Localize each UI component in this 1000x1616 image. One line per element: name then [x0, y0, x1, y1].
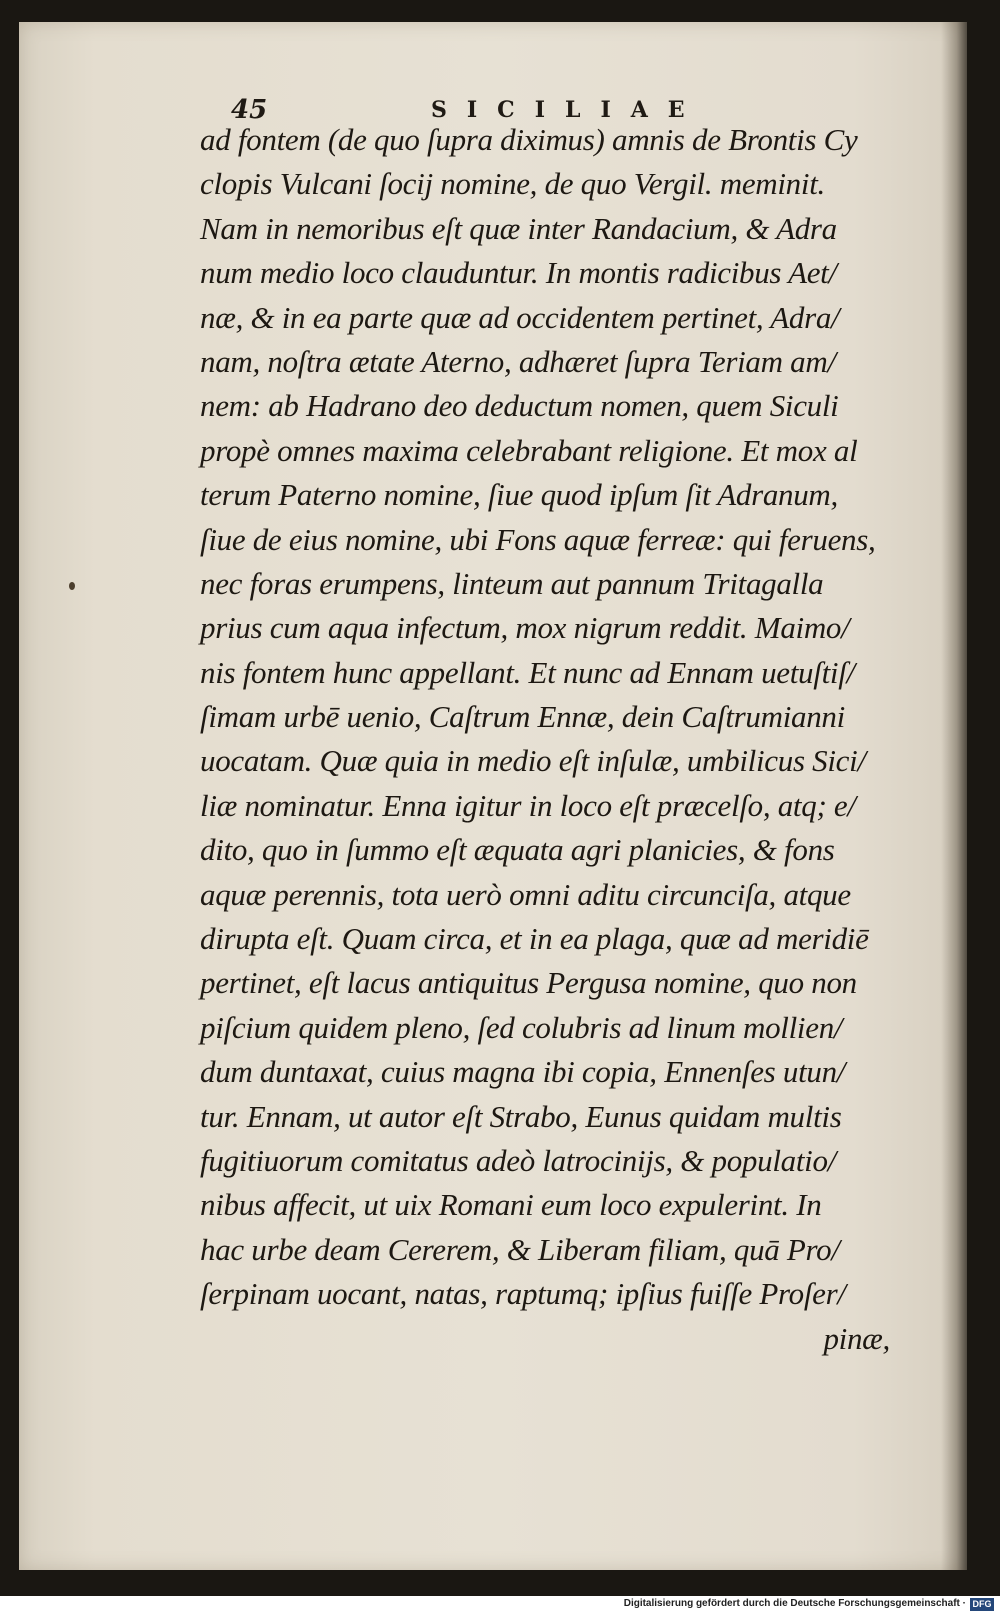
text-line: nibus affecit, ut uix Romani eum loco expulerint. In — [200, 1187, 822, 1223]
footer-bar — [0, 1596, 1000, 1616]
text-line: num medio loco clauduntur. In montis radicibus Aet/ — [200, 255, 837, 291]
text-line: ſiue de eius nomine, ubi Fons aquæ ferreæ: qui feruens, — [200, 521, 876, 557]
text-line: dirupta eſt. Quam circa, et in ea plaga, quæ ad meridiē — [200, 921, 869, 957]
ink-spot — [69, 582, 75, 590]
text-line: pertinet, eſt lacus antiquitus Pergusa nomine, quo non — [200, 965, 857, 1001]
dfg-logo: DFG — [970, 1598, 994, 1611]
text-line: fugitiuorum comitatus adeò latrocinijs, & populatio/ — [200, 1142, 836, 1178]
text-line: næ, & in ea parte quæ ad occidentem pertinet, Adra/ — [200, 299, 840, 335]
text-line: piſcium quidem pleno, ſed colubris ad linum mollien/ — [200, 1009, 843, 1045]
text-line: ſimam urbē uenio, Caſtrum Ennæ, dein Caſtrumianni — [200, 699, 845, 735]
text-line: nem: ab Hadrano deo deductum nomen, quem Siculi — [200, 388, 839, 424]
text-line: ſerpinam uocant, natas, raptumq; ipſius fuiſſe Proſer/ — [200, 1276, 846, 1312]
running-title: SICILIAE — [431, 97, 705, 123]
text-line: aquæ perennis, tota uerò omni aditu circunciſa, atque — [200, 876, 851, 912]
body-text — [200, 118, 910, 1361]
text-line: hac urbe deam Cererem, & Liberam filiam, quā Pro/ — [200, 1231, 840, 1267]
catchword: pinæ, — [823, 1320, 890, 1356]
text-line: tur. Ennam, ut autor eſt Strabo, Eunus quidam multis — [200, 1098, 842, 1134]
text-line: uocatam. Quæ quia in medio eſt inſulæ, umbilicus Sici/ — [200, 743, 866, 779]
funding-credit: Digitalisierung gefördert durch die Deutsche Forschungsgemeinschaft · — [623, 1598, 966, 1609]
page-gutter-shadow — [941, 22, 967, 1570]
page-number: 45 — [231, 95, 268, 125]
text-line: ad fontem (de quo ſupra diximus) amnis de Brontis Cy — [200, 122, 858, 157]
text-line: dito, quo in ſummo eſt æquata agri planicies, & fons — [200, 832, 835, 868]
text-line: dum duntaxat, cuius magna ibi copia, Ennenſes utun/ — [200, 1054, 846, 1090]
text-line: nam, noſtra ætate Aterno, adhæret ſupra Teriam am/ — [200, 343, 836, 379]
text-line: nis fontem hunc appellant. Et nunc ad Ennam uetuſtiſ/ — [200, 654, 855, 690]
text-line: Nam in nemoribus eſt quæ inter Randacium, & Adra — [200, 210, 837, 246]
text-line: terum Paterno nomine, ſiue quod ipſum ſit Adranum, — [200, 477, 838, 513]
text-line: nec foras erumpens, linteum aut pannum Tritagalla — [200, 565, 824, 601]
text-line: prius cum aqua infectum, mox nigrum reddit. Maimo/ — [200, 610, 850, 646]
text-line: liæ nominatur. Enna igitur in loco eſt præcelſo, atq; e/ — [200, 787, 856, 823]
text-line: propè omnes maxima celebrabant religione. Et mox al — [200, 432, 858, 468]
text-line: clopis Vulcani ſocij nomine, de quo Vergil. meminit. — [200, 166, 825, 202]
